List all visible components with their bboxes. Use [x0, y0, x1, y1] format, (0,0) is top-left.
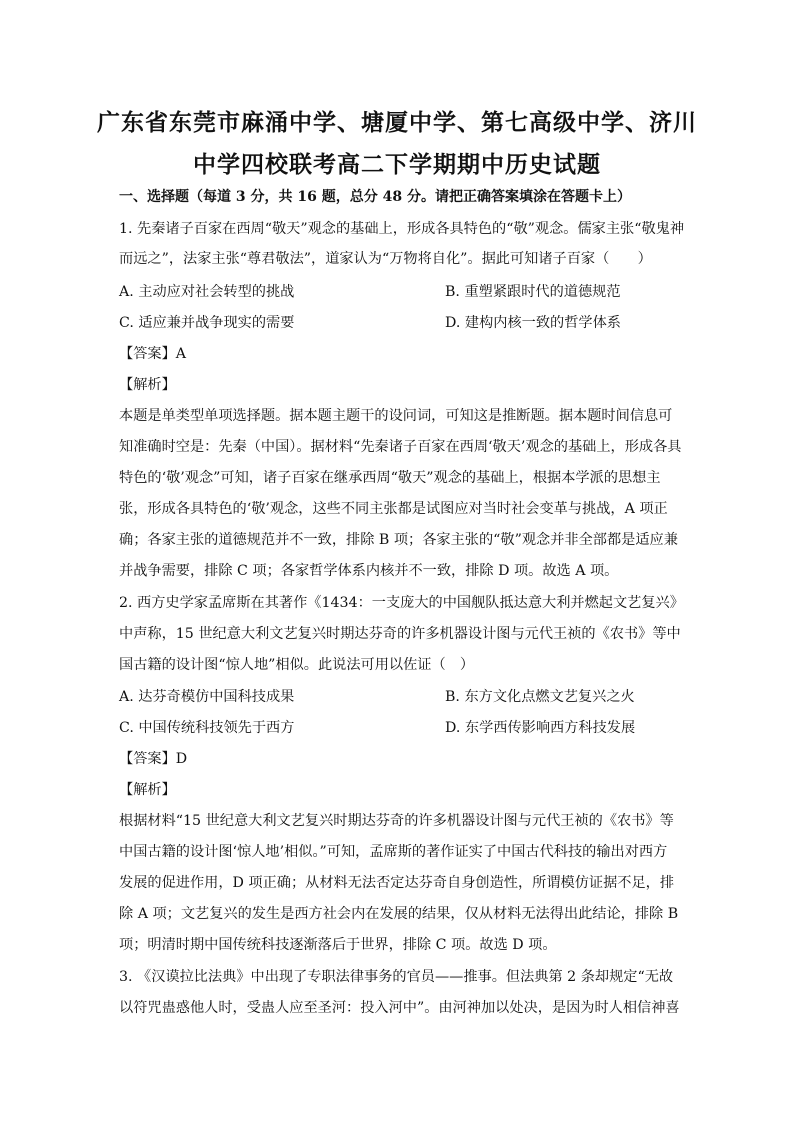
question-2-option-a: A. 达芬奇模仿中国科技成果 [119, 689, 295, 705]
question-1-option-a: A. 主动应对社会转型的挑战 [119, 284, 295, 300]
question-1-analysis-line-5: 确；各家主张的道德规范并不一致，排除 B 项；各家主张的“敬”观念并非全部都是适应兼 [119, 532, 678, 548]
question-1-stem-line-2: 而远之”，法家主张“尊君敬法”，道家认为“万物将自化”。据此可知诸子百家（ ） [119, 251, 652, 267]
question-2-analysis-line-3: 发展的促进作用，D 项正确；从材料无法否定达芬奇自身创造性，所谓模仿证据不足，排 [119, 875, 675, 891]
question-1-analysis-line-3: 特色的‘敬’观念”可知，诸子百家在继承西周“敬天”观念的基础上，根据本学派的思想主 [119, 470, 661, 486]
question-1-analysis-line-6: 并战争需要，排除 C 项；各家哲学体系内核并不一致，排除 D 项。故选 A 项。 [119, 563, 619, 579]
question-2-answer: 【答案】D [119, 751, 188, 767]
question-2-option-b: B. 东方文化点燃文艺复兴之火 [445, 689, 635, 705]
question-2-option-c: C. 中国传统科技领先于西方 [119, 720, 295, 736]
question-2-stem-line-2: 中声称，15 世纪意大利文艺复兴时期达芬奇的许多机器设计图与元代王祯的《农书》等中 [119, 626, 681, 642]
question-3-stem-line-1: 3. 《汉谟拉比法典》中出现了专职法律事务的官员——推事。但法典第 2 条却规定“无故 [119, 969, 674, 985]
question-1-answer: 【答案】A [119, 346, 186, 362]
question-2-option-d: D. 东学西传影响西方科技发展 [445, 720, 636, 736]
question-2-analysis-line-5: 项；明清时期中国传统科技逐渐落后于世界，排除 C 项。故选 D 项。 [119, 937, 557, 953]
question-1-option-c: C. 适应兼并战争现实的需要 [119, 315, 295, 331]
question-1-option-d: D. 建构内核一致的哲学体系 [445, 315, 621, 331]
document-title-line-2: 中学四校联考高二下学期期中历史试题 [193, 151, 601, 178]
question-3-stem-line-2: 以符咒蛊惑他人时，受蛊人应至圣河：投入河中”。由河神加以处决，是因为时人相信神喜 [119, 1000, 680, 1016]
question-1-analysis-label: 【解析】 [119, 377, 176, 393]
question-1-analysis-line-2: 知准确时空是：先秦（中国）。据材料“先秦诸子百家在西周‘敬天’观念的基础上，形成各具 [119, 439, 682, 455]
question-2-analysis-line-4: 除 A 项；文艺复兴的发生是西方社会内在发展的结果，仅从材料无法得出此结论，排除 B [119, 906, 679, 922]
question-2-analysis-line-1: 根据材料“15 世纪意大利文艺复兴时期达芬奇的许多机器设计图与元代王祯的《农书》等 [119, 813, 674, 829]
question-1-option-b: B. 重塑紧跟时代的道德规范 [445, 284, 621, 300]
question-2-analysis-label: 【解析】 [119, 782, 176, 798]
question-1-analysis-line-1: 本题是单类型单项选择题。据本题主题干的设问词，可知这是推断题。据本题时间信息可 [119, 408, 673, 424]
question-2-stem-line-3: 国古籍的设计图“惊人地”相似。此说法可用以佐证（ ） [119, 657, 475, 673]
question-2-stem-line-1: 2. 西方史学家孟席斯在其著作《1434：一支庞大的中国舰队抵达意大利并燃起文艺复兴》 [119, 595, 684, 611]
document-title-line-1: 广东省东莞市麻涌中学、塘厦中学、第七高级中学、济川 [97, 109, 697, 136]
question-2-analysis-line-2: 中国古籍的设计图‘惊人地’相似。”可知，孟席斯的著作证实了中国古代科技的输出对西方 [119, 844, 668, 860]
section-heading: 一、选择题（每道 3 分，共 16 题，总分 48 分。请把正确答案填涂在答题卡上） [119, 189, 631, 205]
question-1-analysis-line-4: 张，形成各具特色的‘敬’观念，这些不同主张都是试图应对当时社会变革与挑战，A 项正 [119, 501, 668, 517]
question-1-stem-line-1: 1. 先秦诸子百家在西周“敬天”观念的基础上，形成各具特色的“敬”观念。儒家主张“敬鬼神 [119, 221, 685, 237]
